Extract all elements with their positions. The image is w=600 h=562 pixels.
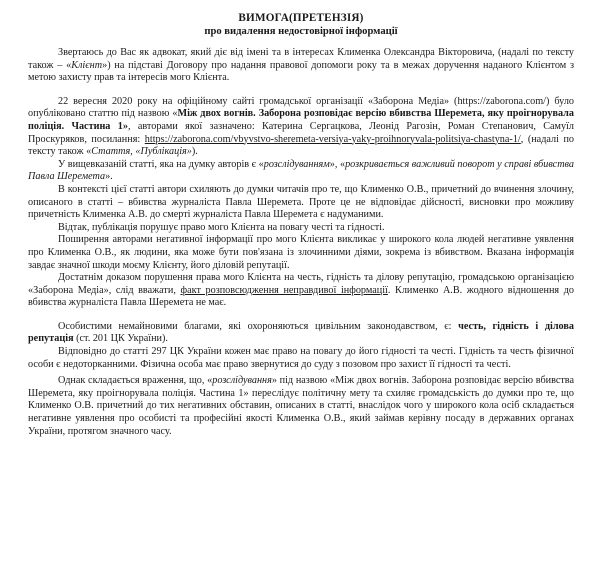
text-span: ») на підставі Договору про надання правової допомоги року та в межах доручення наданого Клієнтом з метою захисту прав та інтересів мого Клієнта. <box>28 59 574 84</box>
paragraph-harm: Поширення авторами негативної інформації про мого Клієнта викликає у широкого кола людей негативне уявлення про Клименка О.В., як людини, яка може бути пов'язана із злочинними діями, зокрема із вбивством. Вказана інформація завдає значної шкоди моєму Клієнту, його діловій репутації. <box>28 234 574 271</box>
italic-term: розслідуванням <box>263 158 330 170</box>
text-span: », « <box>329 158 346 170</box>
article-title: Між двох вогнів. Заборона розповідає версію вбивства Шеремета, яку проігнорувала поліція. Частина 1» <box>28 108 574 132</box>
paragraph-intro <box>28 47 574 85</box>
text-span: Достатнім доказом порушення права мого Клієнта на честь, гідність та ділову репутацію, громадською організацією «Заборона Медіа», слід вважати, <box>28 272 574 296</box>
text-span: , (надалі по тексту також « <box>28 133 574 158</box>
paragraph-context: В контексті цієї статті автори схиляють до думки читачів про те, що Клименко О.В., причетний до вчинення злочину, описаного в статті – вбивства журналіста Павла Шеремета. Проте це не відповідає дійсності, висновки про можливу причетність Клименка А.В. до смерті журналіста Павла Шеремета є надуманими. <box>28 183 574 221</box>
bold-term: честь, гідність і ділова репутація <box>28 320 574 345</box>
underlined-term: факт розповсюдження неправдивої інформації <box>180 284 388 296</box>
document-title: ВИМОГА(ПРЕТЕНЗІЯ) <box>238 12 364 24</box>
text-span: У вищевказаній статті, яка на думку авторів є « <box>58 158 264 170</box>
text-span: 22 вересня 2020 року на офіційному сайті громадської організації «Заборона Медіа» (https://zaborona.com/) було опубліковано статтю під назвою « <box>28 95 574 120</box>
text-span: (ст. 201 ЦК України). <box>73 333 168 345</box>
paragraph-rights <box>28 321 574 346</box>
paragraph-evidence <box>28 272 574 310</box>
italic-term: розслідування <box>212 375 272 387</box>
text-span: ). <box>191 146 198 158</box>
paragraph-authors-opinion <box>28 159 574 184</box>
paragraph-impression <box>28 375 574 438</box>
text-span: » під назвою «Між двох вогнів. Заборона розповідає версію вбивства Шеремета, яку проігнорувала поліція. Частина 1» переслідує політичну мету та схиляє громадськість до думки про те, що Клименко О.В. причетний до тих негативних обставин, описаних в статті, внаслідок чого у широкого кола осіб складається негативне уявлення про особисті та професійні якості Клименка О.В., який займав керівну посаду в державних органах України, протягом значного часу. <box>28 375 575 437</box>
document-subtitle: про видалення недостовірної інформації <box>204 26 398 37</box>
text-span: . Клименко А.В. жодного відношення до вбивства журналіста Павла Шеремета не має. <box>28 284 574 309</box>
text-span: Однак складається враження, що, « <box>58 375 213 387</box>
text-span: , авторами якої зазначено: Катерина Сергацкова, Леонід Рагозін, Роман Степанович, Самуїл Проскуряков, посилання: <box>28 120 574 145</box>
article-link[interactable]: https://zaborona.com/vbyvstvo-sheremeta-versiya-yaky-proihnoryvala-politsiya-chastyna-1/ <box>144 133 521 145</box>
italic-term: Клієнт <box>71 59 103 71</box>
paragraph-law: Відповідно до статті 297 ЦК України кожен має право на повагу до його гідності та честі. Гідність та честь фізичної особи є недоторканними. Фізична особа має право звернутися до суду з позовом про захист її гідності та честі. <box>28 346 574 370</box>
paragraph-violation: Відтак, публікація порушує право мого Клієнта на повагу честі та гідності. <box>58 221 385 233</box>
italic-term: Стаття, «Публікація» <box>91 146 192 158</box>
text-span: Звертаюсь до Вас як адвокат, який діє від імені та в інтересах Клименка Олександра Вікторовича, (надалі по тексту також – « <box>28 47 574 71</box>
italic-quote: розкривається важливий поворот у справі вбивства Павла Шеремета <box>28 158 574 183</box>
text-span: Особистими немайновими благами, які охороняються цивільним законодавством, є: <box>58 320 459 332</box>
paragraph-publication <box>28 96 574 159</box>
text-span: ». <box>105 171 113 183</box>
